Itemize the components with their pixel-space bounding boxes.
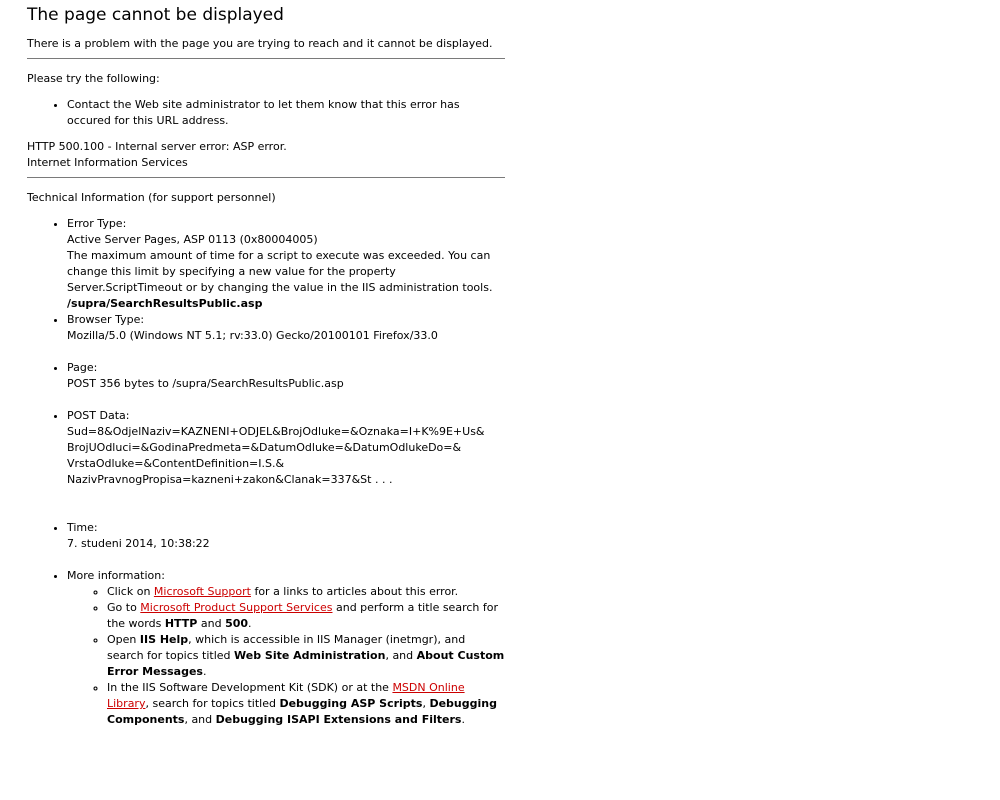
more-info-text: In the IIS Software Development Kit (SDK) or at the — [107, 681, 393, 694]
web-site-admin-term: Web Site Administration — [234, 649, 386, 662]
more-info-text: . — [461, 713, 465, 726]
more-info-iis-help — [107, 632, 505, 680]
more-info-text: Click on — [107, 585, 154, 598]
divider-top — [27, 58, 505, 59]
error-type-item — [67, 216, 505, 312]
more-info-label: More information: — [67, 569, 165, 582]
keyword-http: HTTP — [164, 617, 198, 630]
http-status: HTTP 500.100 - Internal server error: ASP error. — [27, 140, 287, 153]
more-info-sdk — [107, 680, 505, 728]
microsoft-support-link[interactable]: Microsoft Support — [153, 585, 251, 598]
post-data-line: VrstaOdluke=&ContentDefinition=I.S.& — [67, 457, 285, 470]
error-type-path: /supra/SearchResultsPublic.asp — [67, 297, 263, 310]
time-label: Time: — [67, 521, 98, 534]
try-heading: Please try the following: — [27, 72, 160, 85]
more-info-pss — [107, 600, 505, 632]
post-data-label: POST Data: — [67, 409, 130, 422]
tech-heading: Technical Information (for support personnel) — [27, 191, 276, 204]
msdn-online-library-link[interactable]: MSDN Online Library — [107, 681, 465, 710]
more-info-text: , and — [385, 649, 417, 662]
time-value: 7. studeni 2014, 10:38:22 — [67, 537, 210, 550]
tech-info-list — [27, 216, 505, 728]
page-title: The page cannot be displayed — [27, 5, 284, 25]
more-info-text: Open — [107, 633, 140, 646]
more-info-text: . — [248, 617, 252, 630]
post-data-line: Sud=8&OdjelNaziv=KAZNENI+ODJEL&BrojOdluke=&Oznaka=I+K%9E+Us& — [67, 425, 485, 438]
browser-type-label: Browser Type: — [67, 313, 145, 326]
keyword-500: 500 — [225, 617, 249, 630]
more-info-text: for a links to articles about this error. — [250, 585, 459, 598]
page-value: POST 356 bytes to /supra/SearchResultsPublic.asp — [67, 377, 344, 390]
more-info-text: , search for topics titled — [145, 697, 280, 710]
more-info-text: , which is accessible in IIS Manager (inetmgr), and search for topics titled — [107, 633, 466, 662]
more-info-text: and — [197, 617, 226, 630]
error-type-message: The maximum amount of time for a script to execute was exceeded. You can change this limit by specifying a new value for the property Server.ScriptTimeout or by changing the value in the IIS administration tools. — [67, 249, 493, 294]
debugging-components-term: Debugging Components — [107, 697, 497, 726]
custom-error-messages-term: About Custom Error Messages — [107, 649, 505, 678]
more-info-list — [67, 584, 505, 728]
divider-bottom — [27, 177, 505, 178]
iis-help-term: IIS Help — [139, 633, 189, 646]
try-list — [27, 97, 505, 129]
post-data-line: NazivPravnogPropisa=kazneni+zakon&Clanak=337&St . . . — [67, 473, 393, 486]
browser-type-value: Mozilla/5.0 (Windows NT 5.1; rv:33.0) Gecko/20100101 Firefox/33.0 — [67, 329, 438, 342]
more-info-text: and perform a title search for the words — [107, 601, 498, 630]
browser-type-item — [67, 312, 505, 344]
more-info-text: , — [422, 697, 430, 710]
try-item: • Contact the Web site administrator to let them know that this error has occured for this URL address. — [67, 97, 505, 129]
server-name: Internet Information Services — [27, 156, 188, 169]
more-info-text: Go to — [107, 601, 141, 614]
error-type-code: Active Server Pages, ASP 0113 (0x80004005) — [67, 233, 318, 246]
page-label: Page: — [67, 361, 98, 374]
more-info-text: , and — [184, 713, 216, 726]
product-support-services-link[interactable]: Microsoft Product Support Services — [140, 601, 333, 614]
intro-text: There is a problem with the page you are trying to reach and it cannot be displayed. — [27, 37, 493, 50]
more-info-text: . — [202, 665, 207, 678]
page-item — [67, 360, 505, 392]
post-data-item — [67, 408, 505, 488]
error-page — [0, 0, 505, 728]
error-type-label: Error Type: — [67, 217, 127, 230]
debugging-asp-term: Debugging ASP Scripts — [279, 697, 423, 710]
more-info-item — [67, 568, 505, 728]
debugging-isapi-term: Debugging ISAPI Extensions and Filters — [215, 713, 462, 726]
more-info-support — [107, 584, 505, 600]
time-item — [67, 520, 505, 552]
post-data-line: BrojUOdluci=&GodinaPredmeta=&DatumOdluke=&DatumOdlukeDo=& — [67, 441, 462, 454]
